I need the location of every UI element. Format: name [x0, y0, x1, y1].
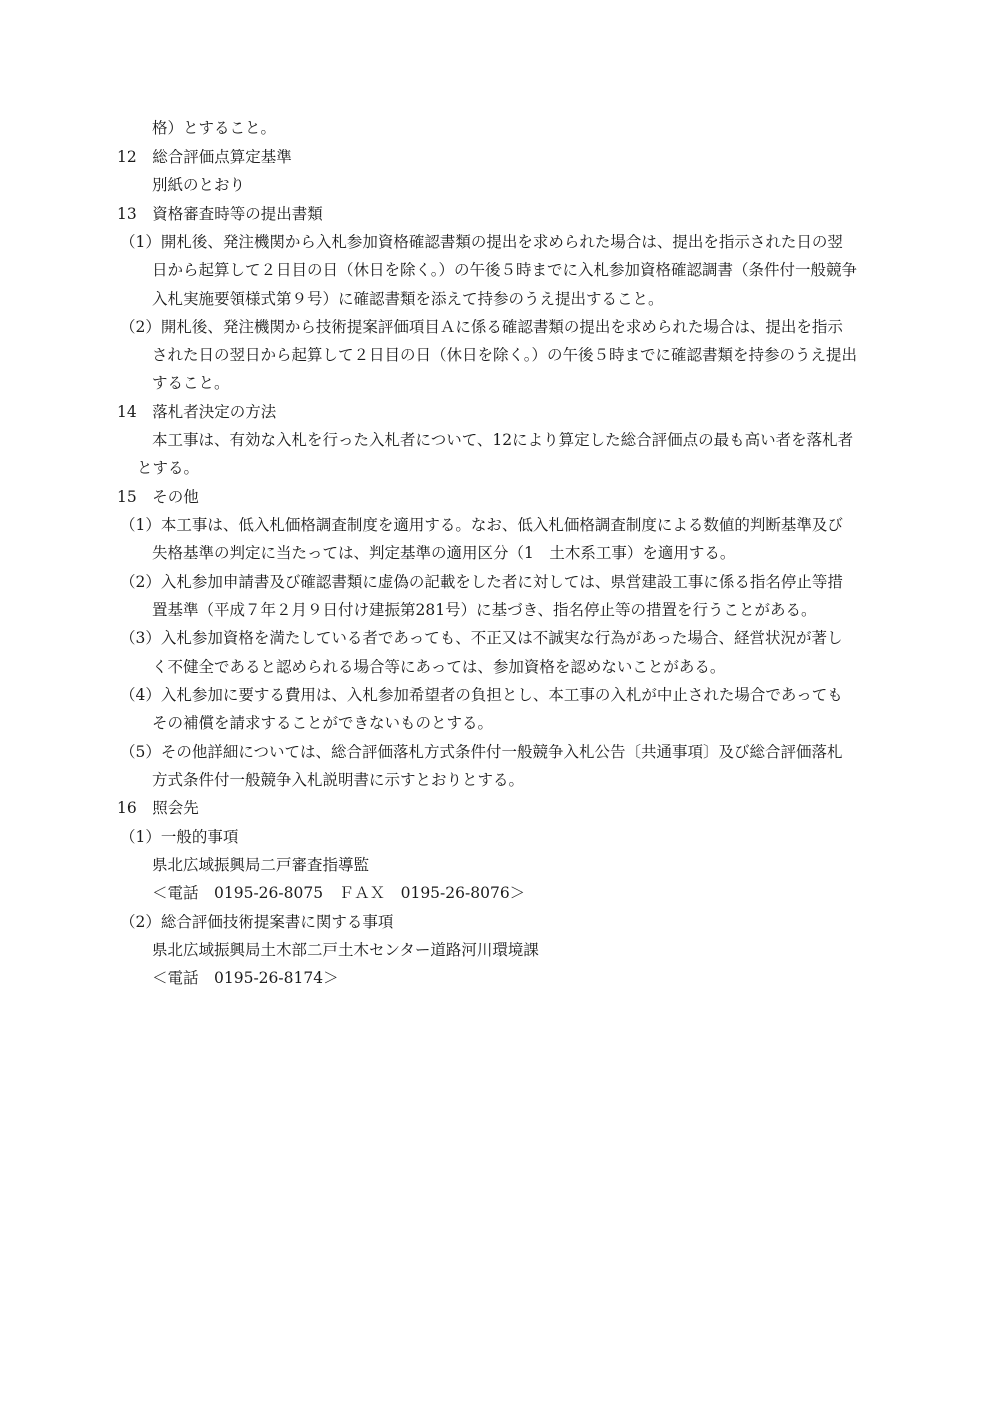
text-line: 入札実施要領様式第９号）に確認書類を添えて持参のうえ提出すること。: [152, 290, 664, 308]
list-item: （2）総合評価技術提案書に関する事項: [120, 913, 394, 931]
text-line: 失格基準の判定に当たっては、判定基準の適用区分（1 土木系工事）を適用する。: [152, 544, 736, 562]
text-line: 本工事は、有効な入札を行った入札者について、12により算定した総合評価点の最も高い者を落札者: [152, 431, 854, 449]
contact-office: 県北広域振興局二戸審査指導監: [152, 856, 370, 874]
text-line: すること。: [152, 374, 230, 392]
text-line: 別紙のとおり: [152, 176, 246, 194]
text-line: された日の翌日から起算して２日目の日（休日を除く。）の午後５時までに確認書類を持参のうえ提出: [152, 346, 857, 364]
section-heading: 12 総合評価点算定基準: [117, 148, 292, 166]
list-item: （2）入札参加申請書及び確認書類に虚偽の記載をした者に対しては、県営建設工事に係る指名停止等措: [120, 573, 843, 591]
list-item: （1）本工事は、低入札価格調査制度を適用する。なお、低入札価格調査制度による数値的判断基準及び: [120, 516, 843, 534]
section-heading: 14 落札者決定の方法: [117, 403, 277, 421]
list-item: （2）開札後、発注機関から技術提案評価項目Ａに係る確認書類の提出を求められた場合は、提出を指示: [120, 318, 843, 336]
section-heading: 15 その他: [117, 488, 199, 506]
text-line: とする。: [137, 459, 200, 477]
list-item: （4）入札参加に要する費用は、入札参加希望者の負担とし、本工事の入札が中止された場合であっても: [120, 686, 843, 704]
contact-phone: ＜電話 0195-26-8174＞: [152, 969, 339, 987]
text-line: 方式条件付一般競争入札説明書に示すとおりとする。: [152, 771, 525, 789]
text-line: く不健全であると認められる場合等にあっては、参加資格を認めないことがある。: [152, 658, 726, 676]
list-item: （1）一般的事項: [120, 828, 239, 846]
text-line: 格）とすること。: [152, 119, 277, 137]
contact-phone: ＜電話 0195-26-8075 ＦＡＸ 0195-26-8076＞: [152, 884, 526, 902]
list-item: （1）開札後、発注機関から入札参加資格確認書類の提出を求められた場合は、提出を指示された日の翌: [120, 233, 843, 251]
section-heading: 13 資格審査時等の提出書類: [117, 205, 323, 223]
contact-office: 県北広域振興局土木部二戸土木センター道路河川環境課: [152, 941, 539, 959]
text-line: その補償を請求することができないものとする。: [152, 714, 494, 732]
list-item: （3）入札参加資格を満たしている者であっても、不正又は不誠実な行為があった場合、経営状況が著し: [120, 629, 843, 647]
text-line: 日から起算して２日目の日（休日を除く。）の午後５時までに入札参加資格確認調書（条件付一般競争: [152, 261, 857, 279]
text-line: 置基準（平成７年２月９日付け建振第281号）に基づき、指名停止等の措置を行うことがある。: [152, 601, 817, 619]
section-heading: 16 照会先: [117, 799, 199, 817]
list-item: （5）その他詳細については、総合評価落札方式条件付一般競争入札公告〔共通事項〕及び総合評価落札: [120, 743, 843, 761]
